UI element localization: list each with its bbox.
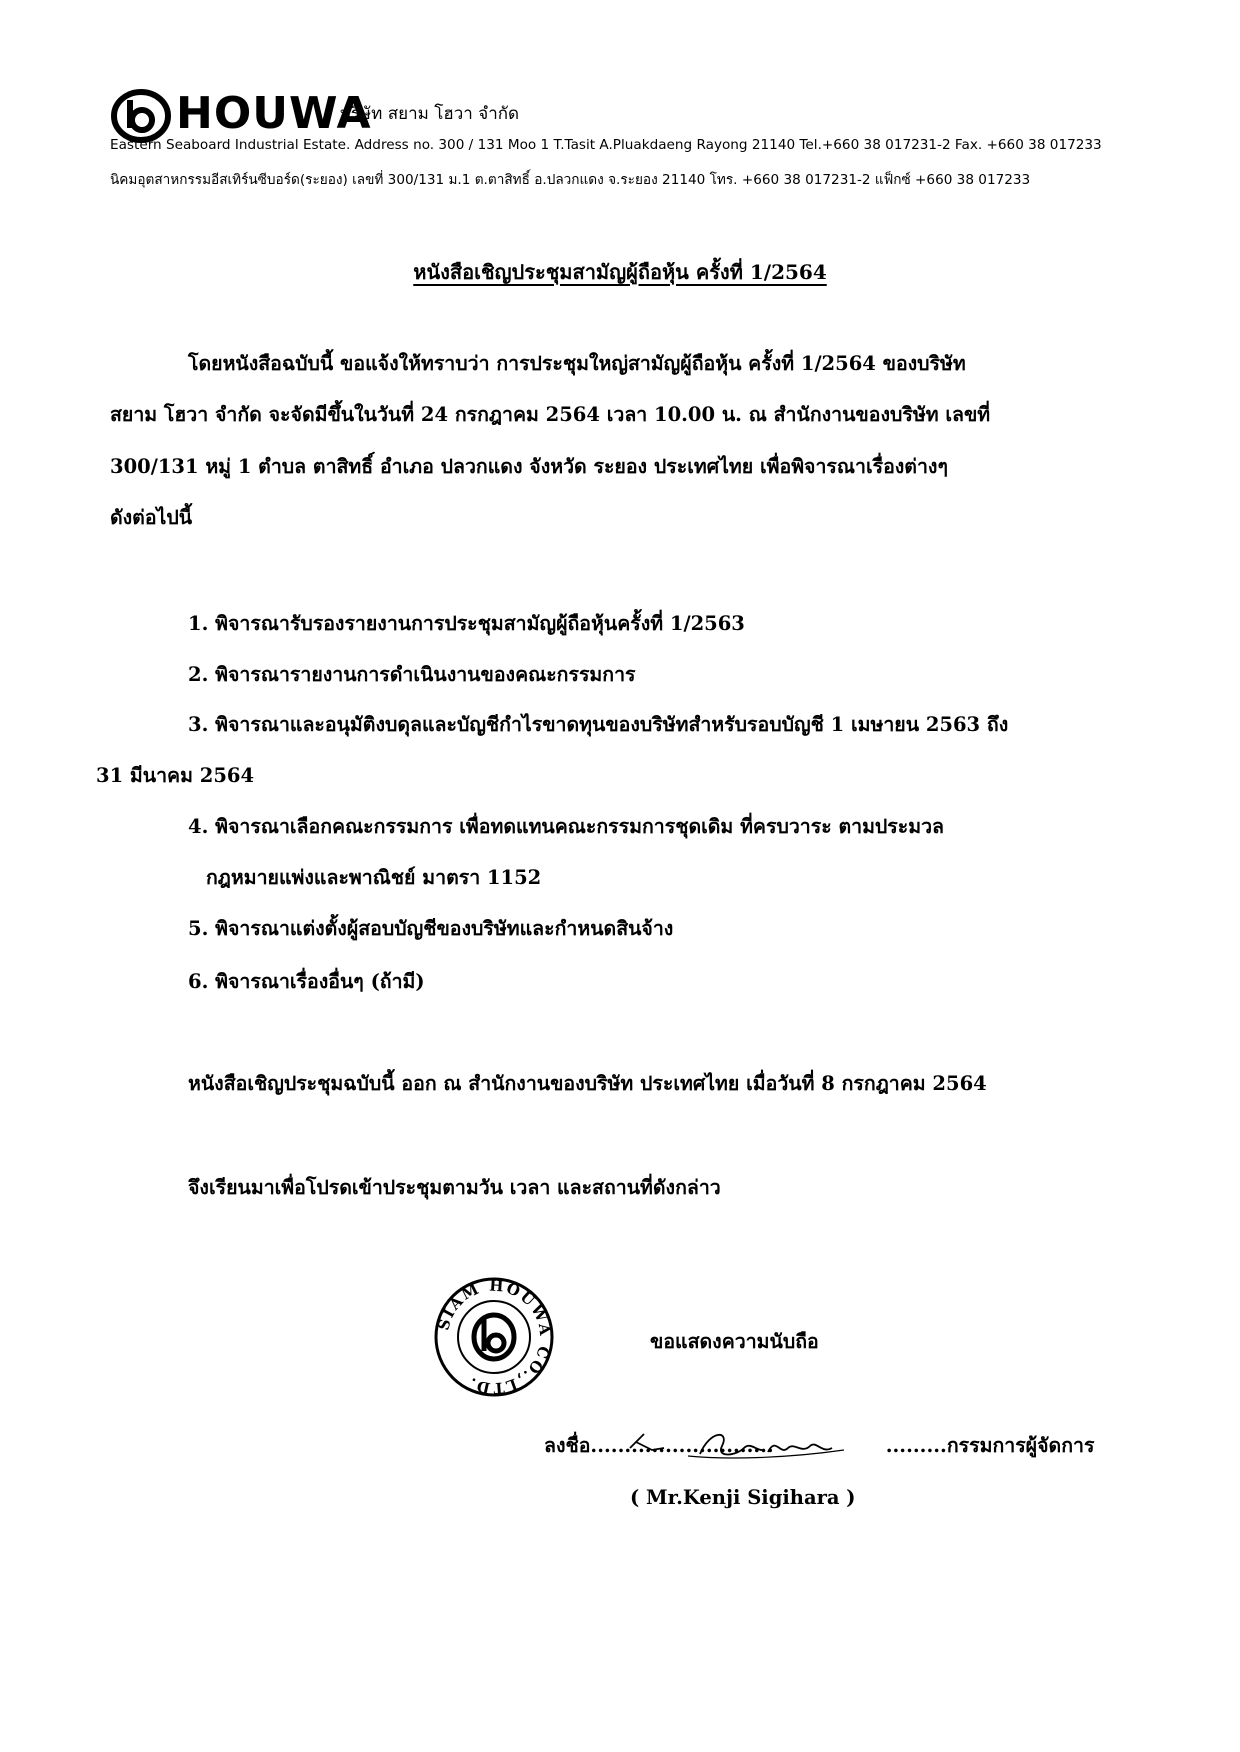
company-seal [432,1275,556,1399]
sign-prefix: ลงชื่อ [544,1434,591,1457]
company-name-thai: บริษัท สยาม โฮวา จำกัด [340,104,520,124]
regards-text: ขอแสดงความนับถือ [650,1330,819,1353]
address-thai: นิคมอุตสาหกรรมอีสเทิร์นซีบอร์ด(ระยอง) เลขที่ 300/131 ม.1 ต.ตาสิทธิ์ อ.ปลวกแดง จ.ระยอง 21140 โทร. +660 38 017231-2 แฟ็กซ์ +660 38 017233 [110,172,1031,188]
agenda-item: 2. พิจารณารายงานการดำเนินงานของคณะกรรมการ [188,663,636,686]
signature-dots: ........................... [590,1434,774,1457]
agenda-item: 6. พิจารณาเรื่องอื่นๆ (ถ้ามี) [188,970,425,993]
signer-name: ( Mr.Kenji Sigihara ) [630,1486,856,1509]
houwa-logo-icon [110,88,172,144]
agenda-item-continued: 31 มีนาคม 2564 [96,764,255,787]
agenda-item: 1. พิจารณารับรองรายงานการประชุมสามัญผู้ถือหุ้นครั้งที่ 1/2563 [188,612,745,635]
issued-note: หนังสือเชิญประชุมฉบับนี้ ออก ณ สำนักงานของบริษัท ประเทศไทย เมื่อวันที่ 8 กรกฎาคม 2564 [188,1072,987,1095]
agenda-item-continued: กฎหมายแพ่งและพาณิชย์ มาตรา 1152 [206,866,542,889]
intro-line: สยาม โฮวา จำกัด จะจัดมีขึ้นในวันที่ 24 กรกฎาคม 2564 เวลา 10.00 น. ณ สำนักงานของบริษัท เลขที่ [110,403,991,426]
address-english: Eastern Seaboard Industrial Estate. Address no. 300 / 131 Moo 1 T.Tasit A.Pluakdaeng Rayong 21140 Tel.+660 38 017231-2 Fax. +660 38 017233 [110,137,1102,153]
document-title: หนังสือเชิญประชุมสามัญผู้ถือหุ้น ครั้งที่ 1/2564 [413,260,827,284]
brand-name: HOUWA [176,88,372,139]
intro-line: 300/131 หมู่ 1 ตำบล ตาสิทธิ์ อำเภอ ปลวกแดง จังหวัด ระยอง ประเทศไทย เพื่อพิจารณาเรื่องต่างๆ [110,455,948,478]
signature-dots: ......... [885,1434,947,1457]
agenda-item: 4. พิจารณาเลือกคณะกรรมการ เพื่อทดแทนคณะกรรมการชุดเดิม ที่ครบวาระ ตามประมวล [188,815,945,838]
signer-position: กรรมการผู้จัดการ [946,1434,1095,1457]
intro-line: โดยหนังสือฉบับนี้ ขอแจ้งให้ทราบว่า การประชุมใหญ่สามัญผู้ถือหุ้น ครั้งที่ 1/2564 ของบริษัท [188,352,966,375]
agenda-item: 3. พิจารณาและอนุมัติงบดุลและบัญชีกำไรขาดทุนของบริษัทสำหรับรอบบัญชี 1 เมษายน 2563 ถึง [188,713,1009,736]
seal-ring-text: SIAM HOUWA CO.,LTD. [434,1276,555,1398]
agenda-item: 5. พิจารณาแต่งตั้งผู้สอบบัญชีของบริษัทและกำหนดสินจ้าง [188,917,674,940]
closing-request: จึงเรียนมาเพื่อโปรดเข้าประชุมตามวัน เวลา และสถานที่ดังกล่าว [188,1176,721,1199]
handwritten-signature [618,1426,878,1464]
intro-line: ดังต่อไปนี้ [110,506,193,529]
